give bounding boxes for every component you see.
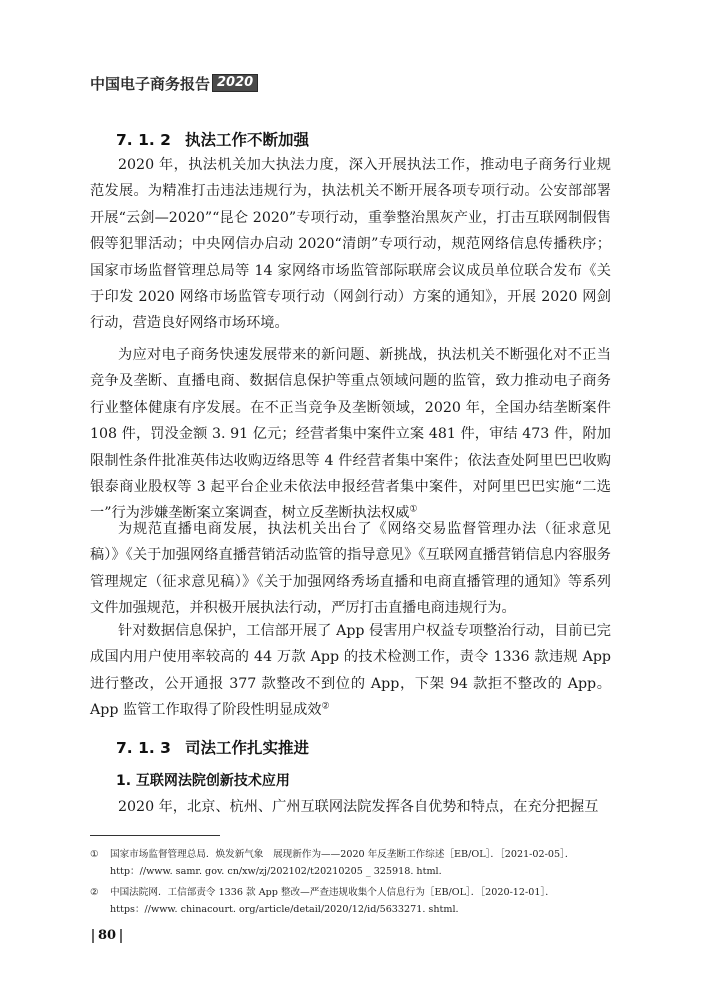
report-year-badge: 2020 — [212, 74, 258, 92]
page-number — [88, 928, 126, 943]
sub-heading-internet-courts: 1. 互联网法院创新技术应用 — [116, 773, 290, 789]
paragraph-regulatory-focus — [90, 342, 611, 527]
page-number-value: 80 — [98, 928, 117, 943]
footnote-ref-2[interactable]: ② — [321, 701, 330, 712]
footnote-1 — [90, 846, 611, 880]
report-title: 中国电子商务报告 — [90, 74, 211, 93]
section-title: 司法工作扎实推进 — [184, 739, 309, 757]
footnote-url[interactable]: https：//www. chinacourt. org/article/detail/2020/12/id/5633271. shtml. — [110, 904, 459, 915]
running-header — [90, 73, 258, 93]
paragraph-text: 针对数据信息保护，工信部开展了 App 侵害用户权益专项整治行动，目前已完成国内用户使用率较高的 44 万款 App 的技术检测工作，责令 1336 款违规 App 进行整改，公开通报 377 款整改不到位的 App，下架 94 款拒不整改的 App。App 监管工作取得了阶段性明显成效 — [90, 623, 611, 719]
footnote-ref-1[interactable]: ① — [409, 504, 418, 515]
paragraph-live-commerce: 为规范直播电商发展，执法机关出台了《网络交易监督管理办法（征求意见稿）》《关于加强网络直播营销活动监管的指导意见》《互联网直播营销信息内容服务管理规定（征求意见稿）》《关于加强网络秀场直播和电商直播管理的通知》等系列文件加强规范，并积极开展执法行动，严厉打击直播电商违规行为。 — [90, 521, 611, 617]
paragraph-internet-courts: 2020 年，北京、杭州、广州互联网法院发挥各自优势和特点，在充分把握互 — [118, 799, 599, 815]
section-title: 执法工作不断加强 — [184, 131, 309, 149]
footnote-2 — [90, 884, 611, 918]
section-number: 7. 1. 2 — [116, 131, 171, 149]
footnote-mark: ② — [90, 887, 99, 898]
footnote-mark: ① — [90, 849, 99, 860]
page-number-bar-right — [120, 929, 122, 943]
paragraph-enforcement-actions: 2020 年，执法机关加大执法力度，深入开展执法工作，推动电子商务行业规范发展。为精准打击违法违规行为，执法机关不断开展各项专项行动。公安部部署开展“云剑—2020”“昆仑 2020”专项行动，重拳整治黑灰产业，打击互联网制假售假等犯罪活动；中央网信办启动 2020“清朗”专项行动，规范网络信息传播秩序；国家市场监督管理总局等 14 家网络市场监管部际联席会议成员单位联合发布《关于印发 2020 网络市场监管专项行动（网剑行动）方案的通知》，开展 2020 网剑行动，营造良好网络市场环境。 — [90, 157, 611, 332]
footnote-divider — [90, 835, 220, 836]
page-number-bar-left — [92, 929, 94, 943]
footnote-url[interactable]: http：//www. samr. gov. cn/xw/zj/202102/t20210205 _ 325918. html. — [110, 866, 442, 877]
section-heading-7-1-2 — [116, 128, 309, 150]
section-number: 7. 1. 3 — [116, 739, 171, 757]
paragraph-data-protection — [90, 618, 611, 724]
footnote-text: 国家市场监督管理总局．焕发新气象 展现新作为——2020 年反垄断工作综述［EB/OL］．［2021-02-05］． — [110, 849, 575, 860]
footnote-text: 中国法院网．工信部责令 1336 款 App 整改—严查违规收集个人信息行为［EB/OL］．［2020-12-01］． — [110, 887, 555, 898]
paragraph-text: 为应对电子商务快速发展带来的新问题、新挑战，执法机关不断强化对不正当竞争及垄断、直播电商、数据信息保护等重点领域问题的监管，致力推动电子商务行业整体健康有序发展。在不正当竞争及垄断领域，2020 年，全国办结垄断案件 108 件，罚没金额 3. 91 亿元；经营者集中案件立案 481 件，审结 473 件，附加限制性条件批准英伟达收购迈络思等 4 件经营者集中案件；依法查处阿里巴巴收购银泰商业股权等 3 起平台企业未依法申报经营者集中案件，对阿里巴巴实施“二选一”行为涉嫌垄断案立案调查，树立反垄断执法权威 — [90, 347, 611, 522]
section-heading-7-1-3 — [116, 736, 309, 758]
